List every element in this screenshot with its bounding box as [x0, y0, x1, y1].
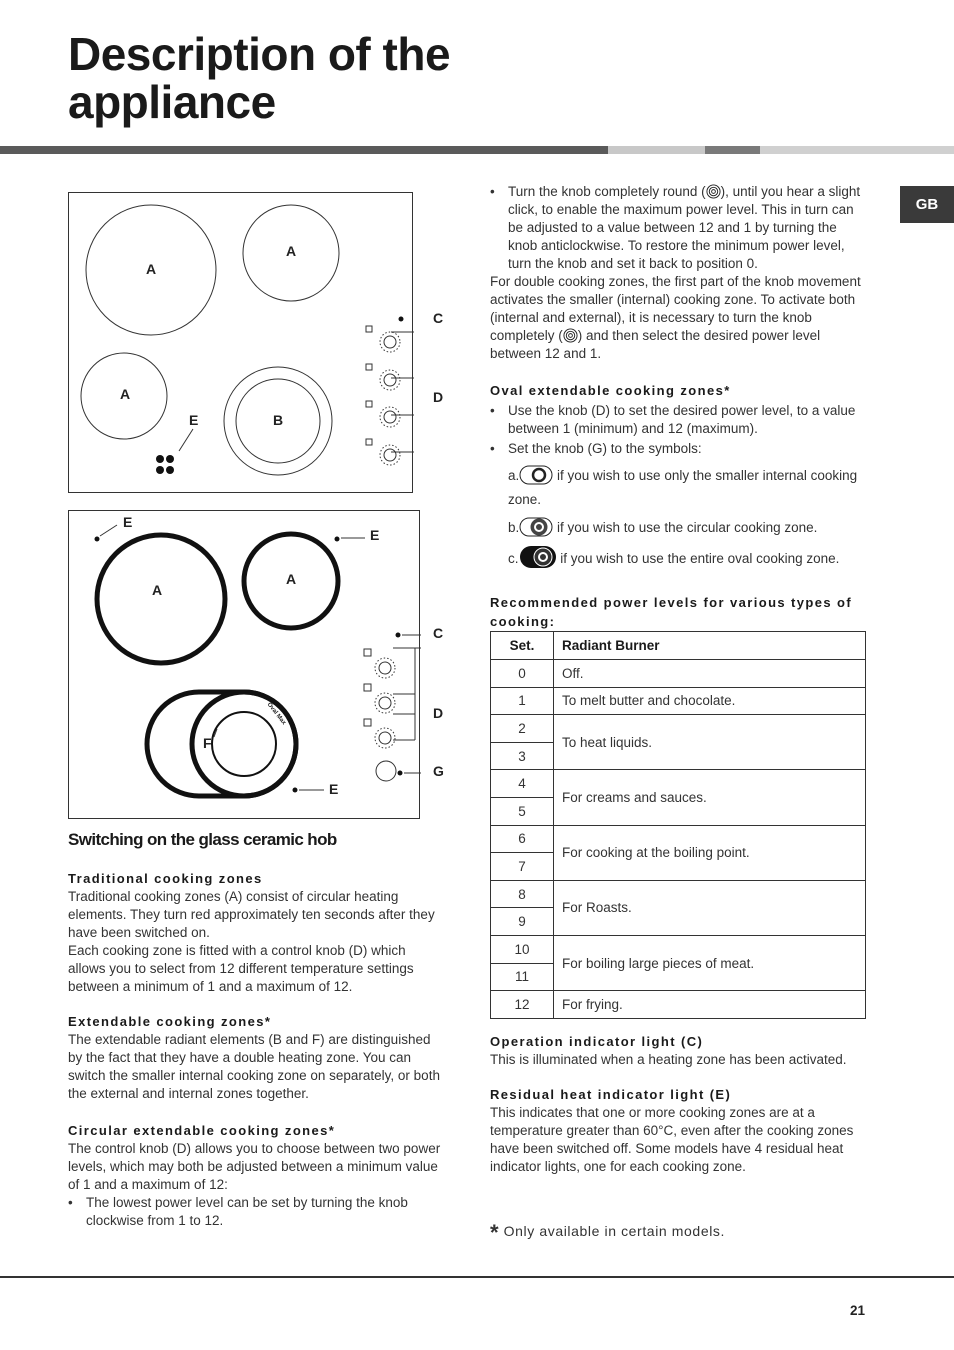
label-f: F	[203, 735, 212, 751]
oval-option-b-text: if you wish to use the circular cooking zone.	[553, 520, 818, 535]
label-b: B	[273, 412, 284, 428]
table-cell-text: For boiling large pieces of meat.	[554, 935, 866, 990]
symbol-small-zone-icon	[519, 465, 553, 485]
control-knobs	[364, 649, 396, 781]
oval-option-b	[490, 516, 868, 540]
operation-light-dot	[396, 633, 401, 638]
extendable-title: Extendable cooking zones*	[68, 1014, 272, 1029]
label-c: C	[433, 625, 444, 641]
double-zone-pre: For double cooking zones, the first part of the knob movement activates the smaller (internal) cooking zone. To activate both (internal and external), it is necessary to turn the knob completely (	[490, 274, 861, 343]
symbol-oval-zone-icon	[519, 545, 557, 569]
oval-option-c-label: c.	[508, 551, 519, 566]
control-knobs	[366, 326, 400, 465]
label-d: D	[433, 389, 444, 405]
table-header-row	[491, 632, 866, 660]
oval-option-a-text: if you wish to use only the smaller internal cooking zone.	[508, 468, 858, 507]
table-row	[491, 991, 866, 1019]
power-levels-table	[490, 631, 866, 1019]
residual-indicator-icon	[156, 455, 174, 474]
table-header-set: Set.	[491, 632, 554, 660]
footer-rule	[0, 1276, 954, 1278]
page-title-line2: appliance	[68, 76, 276, 128]
label-e: E	[329, 781, 339, 797]
label-a: A	[286, 243, 297, 259]
traditional-title: Traditional cooking zones	[68, 871, 263, 886]
oval-max-label: Oval Max	[265, 701, 287, 727]
left-column	[68, 831, 446, 1230]
recommended-title: Recommended power levels for various types of cooking:	[490, 595, 853, 629]
label-e: E	[123, 514, 133, 530]
oval-option-a	[490, 464, 868, 512]
table-cell-text: For frying.	[554, 991, 866, 1019]
table-row	[491, 660, 866, 688]
label-d: D	[433, 705, 444, 721]
right-bullet-1	[490, 183, 868, 273]
footnote-text: Only available in certain models.	[499, 1223, 726, 1239]
table-cell-set: 6	[491, 825, 554, 853]
table-cell-set: 4	[491, 770, 554, 798]
double-ring-icon	[563, 328, 578, 343]
double-ring-icon	[706, 184, 721, 199]
footnote	[490, 1220, 725, 1246]
circular-p1: The control knob (D) allows you to choose between two power levels, which may both be adjusted between a minimum value of 1 and a maximum of 12:	[68, 1141, 441, 1192]
circular-bullet: • The lowest power level can be set by turning the knob clockwise from 1 to 12.	[68, 1194, 446, 1230]
page-title-line1: Description of the	[68, 28, 451, 80]
residual-dot	[95, 537, 100, 542]
oval-option-a-label: a.	[508, 468, 520, 483]
oval-bullet-1: • Use the knob (D) to set the desired power level, to a value between 1 (minimum) and 12 (maximum).	[490, 402, 868, 438]
oval-zone-inner	[212, 712, 276, 776]
table-row	[491, 715, 866, 743]
label-g: G	[433, 763, 444, 779]
table-cell-set: 10	[491, 935, 554, 963]
table-cell-text: To melt butter and chocolate.	[554, 687, 866, 715]
traditional-p1: Traditional cooking zones (A) consist of circular heating elements. They turn red approximately ten seconds after they have been switched on.	[68, 889, 435, 940]
operation-light-dot	[399, 317, 404, 322]
table-cell-set: 11	[491, 963, 554, 991]
header-bar-light	[608, 146, 705, 154]
table-cell-set: 5	[491, 797, 554, 825]
oval-option-b-label: b.	[508, 520, 520, 535]
label-a: A	[146, 261, 157, 277]
extendable-p1: The extendable radiant elements (B and F) are distinguished by the fact that they have a double heating zone. You can switch the smaller internal cooking zone on separately, or both the external and internal zones together.	[68, 1032, 440, 1101]
table-cell-set: 0	[491, 660, 554, 688]
operation-text: This is illuminated when a heating zone has been activated.	[490, 1052, 847, 1067]
label-a: A	[120, 386, 131, 402]
table-cell-set: 3	[491, 742, 554, 770]
hob-diagram-1	[68, 192, 444, 493]
table-cell-text: For cooking at the boiling point.	[554, 825, 866, 880]
table-row	[491, 687, 866, 715]
table-row	[491, 770, 866, 798]
header-bar-light-2	[760, 146, 954, 154]
operation-title: Operation indicator light (C)	[490, 1034, 704, 1049]
double-zone-paragraph	[490, 273, 868, 363]
knob-g-dot	[398, 771, 403, 776]
table-row	[491, 935, 866, 963]
hob-diagram-2-drawing	[69, 511, 421, 820]
label-c: C	[433, 310, 444, 326]
table-cell-text: Off.	[554, 660, 866, 688]
table-cell-set: 8	[491, 880, 554, 908]
table-cell-text: For Roasts.	[554, 880, 866, 935]
right-bullet-1-pre: Turn the knob completely round (	[508, 184, 706, 199]
page-title	[68, 30, 450, 126]
label-a: A	[152, 582, 163, 598]
oval-option-c-text: if you wish to use the entire oval cooking zone.	[556, 551, 840, 566]
table-cell-text: To heat liquids.	[554, 715, 866, 770]
residual-title: Residual heat indicator light (E)	[490, 1087, 732, 1102]
symbol-circular-zone-icon	[519, 517, 553, 537]
table-cell-text: For creams and sauces.	[554, 770, 866, 825]
hob-diagram-1-drawing	[69, 193, 414, 494]
table-cell-set: 7	[491, 853, 554, 881]
language-tab: GB	[900, 186, 954, 223]
table-row	[491, 880, 866, 908]
right-bullet-1-post: ), until you hear a slight click, to enable the maximum power level. This in turn can be adjusted to a value between 12 and 1 by turning the knob anticlockwise. To restore the minimum power level, turn the knob and set it back to position 0.	[508, 184, 861, 271]
residual-text: This indicates that one or more cooking zones are at a temperature greater than 60°C, even after the cooking zones have been switched off. Some models have 4 residual heat indicator lights, one for each cooking zone.	[490, 1105, 854, 1174]
label-e: E	[370, 527, 380, 543]
knob-g	[376, 761, 396, 781]
table-cell-set: 2	[491, 715, 554, 743]
header-bar-mid	[705, 146, 760, 154]
label-e: E	[189, 412, 199, 428]
right-column	[490, 183, 868, 631]
table-row	[491, 825, 866, 853]
table-cell-set: 9	[491, 908, 554, 936]
section-heading: Switching on the glass ceramic hob	[68, 830, 337, 849]
oval-bullet-2: • Set the knob (G) to the symbols:	[490, 440, 868, 458]
traditional-p2: Each cooking zone is fitted with a control knob (D) which allows you to select from 12 different temperature settings between a minimum of 1 and a maximum of 12.	[68, 943, 414, 994]
double-zone-post: ) and then select the desired power level between 12 and 1.	[490, 328, 821, 361]
header-bar-dark	[0, 146, 608, 154]
footnote-star: *	[490, 1220, 500, 1245]
page-number: 21	[850, 1303, 866, 1318]
oval-option-c	[490, 545, 868, 571]
oval-title: Oval extendable cooking zones*	[490, 383, 731, 398]
right-column-lower	[490, 1033, 868, 1176]
residual-dot	[293, 788, 298, 793]
table-cell-set: 12	[491, 991, 554, 1019]
residual-dot	[335, 537, 340, 542]
table-cell-set: 1	[491, 687, 554, 715]
label-a: A	[286, 571, 297, 587]
cooking-zone-a-large	[97, 535, 225, 663]
hob-diagram-2	[68, 510, 444, 819]
knob-bracket	[391, 332, 414, 452]
circular-title: Circular extendable cooking zones*	[68, 1123, 336, 1138]
table-header-burner: Radiant Burner	[554, 632, 866, 660]
